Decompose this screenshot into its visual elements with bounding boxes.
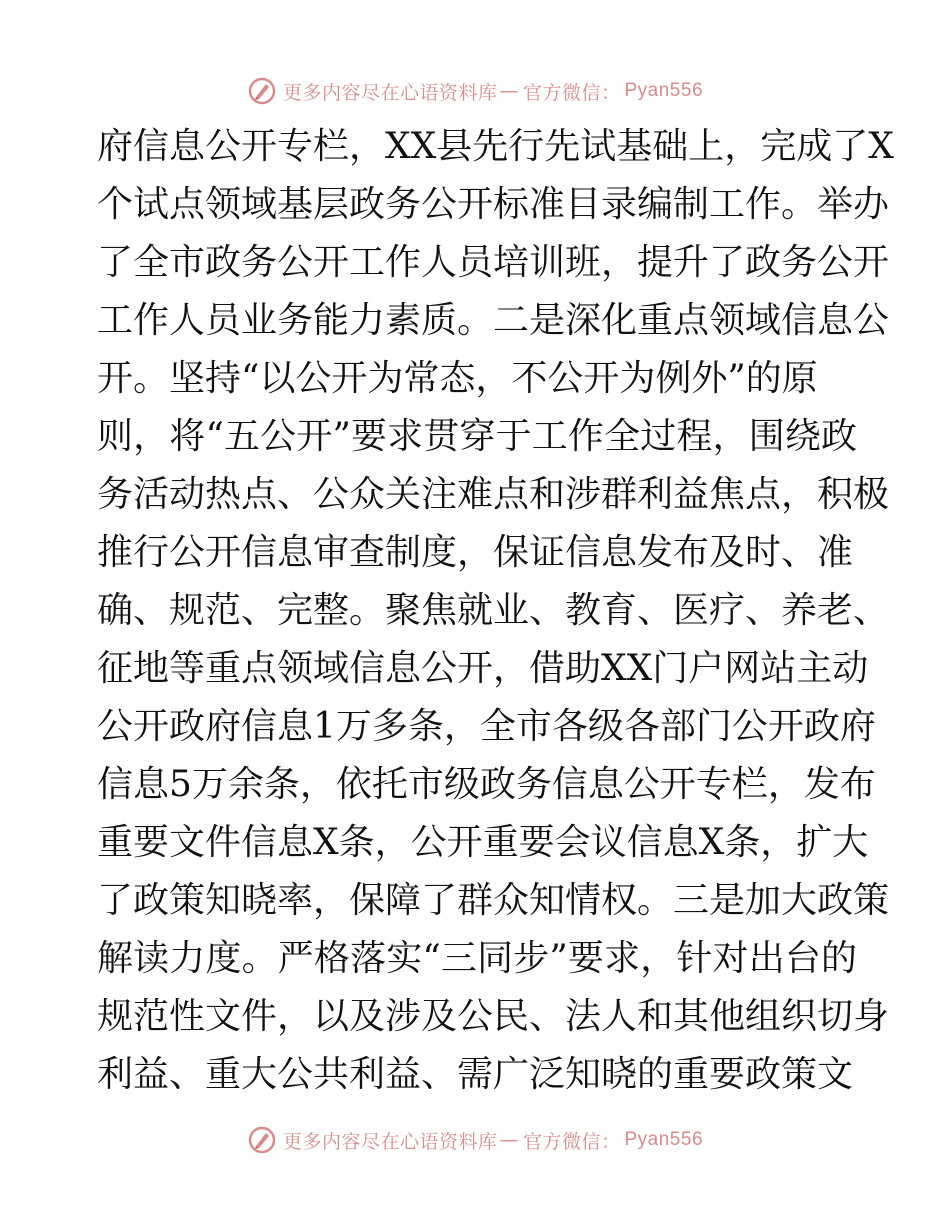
- banner-wechat-id: Pyan556: [624, 80, 704, 101]
- text-line: 确、规范、完整。聚焦就业、教育、医疗、养老、: [97, 590, 890, 631]
- banner-separator: —: [499, 80, 519, 102]
- text-line: 规范性文件，以及涉及公民、法人和其他组织切身: [97, 996, 890, 1037]
- text-line: 务活动热点、公众关注难点和涉群利益焦点，积极: [97, 474, 890, 515]
- text-line: 重要文件信息X条，公开重要会议信息X条，扩大: [97, 822, 869, 863]
- text-line: 利益、重大公共利益、需广泛知晓的重要政策文: [97, 1054, 854, 1095]
- pen-in-circle-icon: [247, 76, 277, 106]
- banner-wechat-label: 官方微信：: [522, 1130, 621, 1153]
- banner-text: 更多内容尽在心语资料库: [282, 1130, 498, 1153]
- banner-wechat-id: Pyan556: [624, 1129, 704, 1150]
- text-line: 信息5万余条，依托市级政务信息公开专栏，发布: [97, 764, 876, 805]
- footer-watermark-banner: [0, 1120, 950, 1160]
- text-line: 推行公开信息审查制度，保证信息发布及时、准: [97, 532, 854, 573]
- text-line: 了全市政务公开工作人员培训班，提升了政务公开: [97, 242, 890, 283]
- text-line: 公开政府信息1万多条，全市各级各部门公开政府: [97, 706, 876, 747]
- text-line: 开。坚持“以公开为常态，不公开为例外”的原: [97, 358, 818, 399]
- banner-separator: —: [499, 1129, 519, 1151]
- banner-wechat-label: 官方微信：: [522, 81, 621, 104]
- header-watermark-banner: [0, 71, 950, 111]
- body-text: [97, 118, 894, 1104]
- banner-text: 更多内容尽在心语资料库: [282, 81, 498, 104]
- text-line: 工作人员业务能力素质。二是深化重点领域信息公: [97, 300, 890, 341]
- pen-in-circle-icon: [247, 1125, 277, 1155]
- text-line: 府信息公开专栏，XX县先行先试基础上，完成了X: [97, 126, 894, 167]
- text-line: 个试点领域基层政务公开标准目录编制工作。举办: [97, 184, 890, 225]
- text-line: 征地等重点领域信息公开，借助XX门户网站主动: [97, 648, 869, 689]
- text-line: 了政策知晓率，保障了群众知情权。三是加大政策: [97, 880, 890, 921]
- text-line: 解读力度。严格落实“三同步”要求，针对出台的: [97, 938, 857, 979]
- text-line: 则，将“五公开”要求贯穿于工作全过程，围绕政: [97, 416, 857, 457]
